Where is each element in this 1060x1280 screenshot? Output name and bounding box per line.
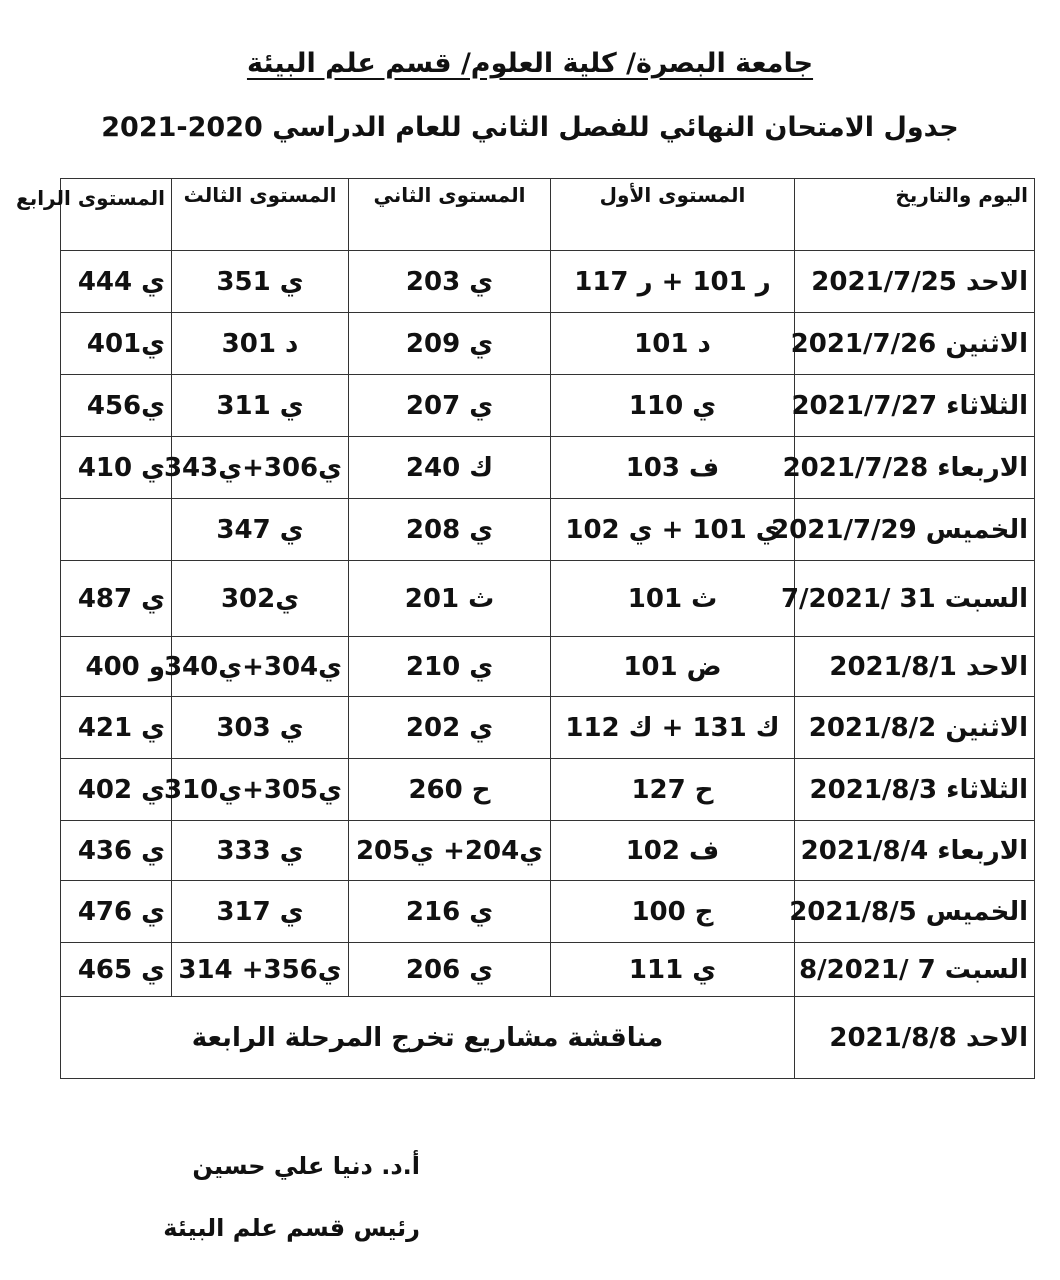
level-4-cell: ي 487 (61, 561, 172, 637)
header-level-2: المستوى الثاني (349, 179, 551, 251)
level-3-cell: د 301 (172, 313, 349, 375)
header-level-3: المستوى الثالث (172, 179, 349, 251)
day-cell: الاثنين 2021/8/2 (795, 697, 1035, 759)
table-row (61, 697, 1035, 759)
level-1-cell: ر 101 + ر 117 (551, 251, 795, 313)
table-row (61, 943, 1035, 997)
day-cell: الاربعاء 2021/7/28 (795, 437, 1035, 499)
exam-schedule-table (16, 178, 1035, 1079)
day-cell: الاحد 2021/7/25 (795, 251, 1035, 313)
schedule-title: جدول الامتحان النهائي للفصل الثاني للعام الدراسي 2020-2021 (101, 112, 959, 143)
level-2-cell: ي 207 (349, 375, 551, 437)
day-cell: السبت 7 /8/2021 (795, 943, 1035, 997)
signatory-name: أ.د. دنيا علي حسين (192, 1152, 420, 1180)
level-3-cell: ي 311 (172, 375, 349, 437)
level-3-cell: ي 333 (172, 821, 349, 881)
level-1-cell: ي 111 (551, 943, 795, 997)
level-4-cell: ي 465 (61, 943, 172, 997)
level-3-cell: ي302 (172, 561, 349, 637)
level-2-cell: ح 260 (349, 759, 551, 821)
level-2-cell: ي 202 (349, 697, 551, 759)
level-3-cell: ي306+ي343 (172, 437, 349, 499)
level-2-cell: ي 206 (349, 943, 551, 997)
level-1-cell: ح 127 (551, 759, 795, 821)
level-1-cell: د 101 (551, 313, 795, 375)
level-1-cell: ف 102 (551, 821, 795, 881)
university-heading-text: جامعة البصرة/ كلية العلوم/ قسم علم البيئة (246, 48, 814, 79)
level-3-cell: ي 347 (172, 499, 349, 561)
level-1-cell: ث 101 (551, 561, 795, 637)
table-row-final (61, 997, 1035, 1079)
day-cell: الثلاثاء 2021/7/27 (795, 375, 1035, 437)
table-row (61, 637, 1035, 697)
table-row (61, 759, 1035, 821)
level-4-cell: ي 402 (61, 759, 172, 821)
level-1-cell: ي 110 (551, 375, 795, 437)
level-4-cell (61, 499, 172, 561)
level-4-cell: ي 421 (61, 697, 172, 759)
level-3-cell: ي 351 (172, 251, 349, 313)
table-header-row (61, 179, 1035, 251)
level-2-cell: ي 216 (349, 881, 551, 943)
table-row (61, 561, 1035, 637)
level-4-cell: ي 410 (61, 437, 172, 499)
table-row (61, 375, 1035, 437)
level-1-cell: ي 101 + ي 102 (551, 499, 795, 561)
day-cell: السبت 31 /7/2021 (795, 561, 1035, 637)
graduation-projects-note: مناقشة مشاريع تخرج المرحلة الرابعة (61, 997, 795, 1079)
level-4-cell: ي 476 (61, 881, 172, 943)
level-2-cell: ي 209 (349, 313, 551, 375)
day-cell: الثلاثاء 2021/8/3 (795, 759, 1035, 821)
level-4-cell: ي 444 (61, 251, 172, 313)
table-row (61, 437, 1035, 499)
level-3-cell: ي304+ي340 (172, 637, 349, 697)
day-cell: الاحد 2021/8/1 (795, 637, 1035, 697)
level-1-cell: ض 101 (551, 637, 795, 697)
table-row (61, 821, 1035, 881)
level-3-cell: ي 303 (172, 697, 349, 759)
table-row (61, 251, 1035, 313)
level-2-cell: ي 203 (349, 251, 551, 313)
level-3-cell: ي 317 (172, 881, 349, 943)
level-1-cell: ك 131 + ك 112 (551, 697, 795, 759)
level-1-cell: ج 100 (551, 881, 795, 943)
level-4-cell: و 400 (61, 637, 172, 697)
level-3-cell: ي356+ 314 (172, 943, 349, 997)
level-4-cell: ي401 (61, 313, 172, 375)
day-cell: الخميس 2021/7/29 (795, 499, 1035, 561)
level-4-cell: ي 436 (61, 821, 172, 881)
table-row (61, 499, 1035, 561)
level-2-cell: ك 240 (349, 437, 551, 499)
level-2-cell: ث 201 (349, 561, 551, 637)
day-cell: الاثنين 2021/7/26 (795, 313, 1035, 375)
header-day-date: اليوم والتاريخ (795, 179, 1035, 251)
day-cell: الخميس 2021/8/5 (795, 881, 1035, 943)
level-2-cell: ي204+ ي205 (349, 821, 551, 881)
signatory-title: رئيس قسم علم البيئة (163, 1214, 420, 1242)
level-4-cell: ي456 (61, 375, 172, 437)
university-heading (0, 48, 1060, 79)
level-3-cell: ي305+ي310 (172, 759, 349, 821)
header-level-1: المستوى الأول (551, 179, 795, 251)
level-2-cell: ي 210 (349, 637, 551, 697)
day-cell: الاحد 2021/8/8 (795, 997, 1035, 1079)
header-level-4: المستوى الرابع (61, 179, 172, 251)
day-cell: الاربعاء 2021/8/4 (795, 821, 1035, 881)
level-1-cell: ف 103 (551, 437, 795, 499)
table-row (61, 313, 1035, 375)
table-row (61, 881, 1035, 943)
level-2-cell: ي 208 (349, 499, 551, 561)
